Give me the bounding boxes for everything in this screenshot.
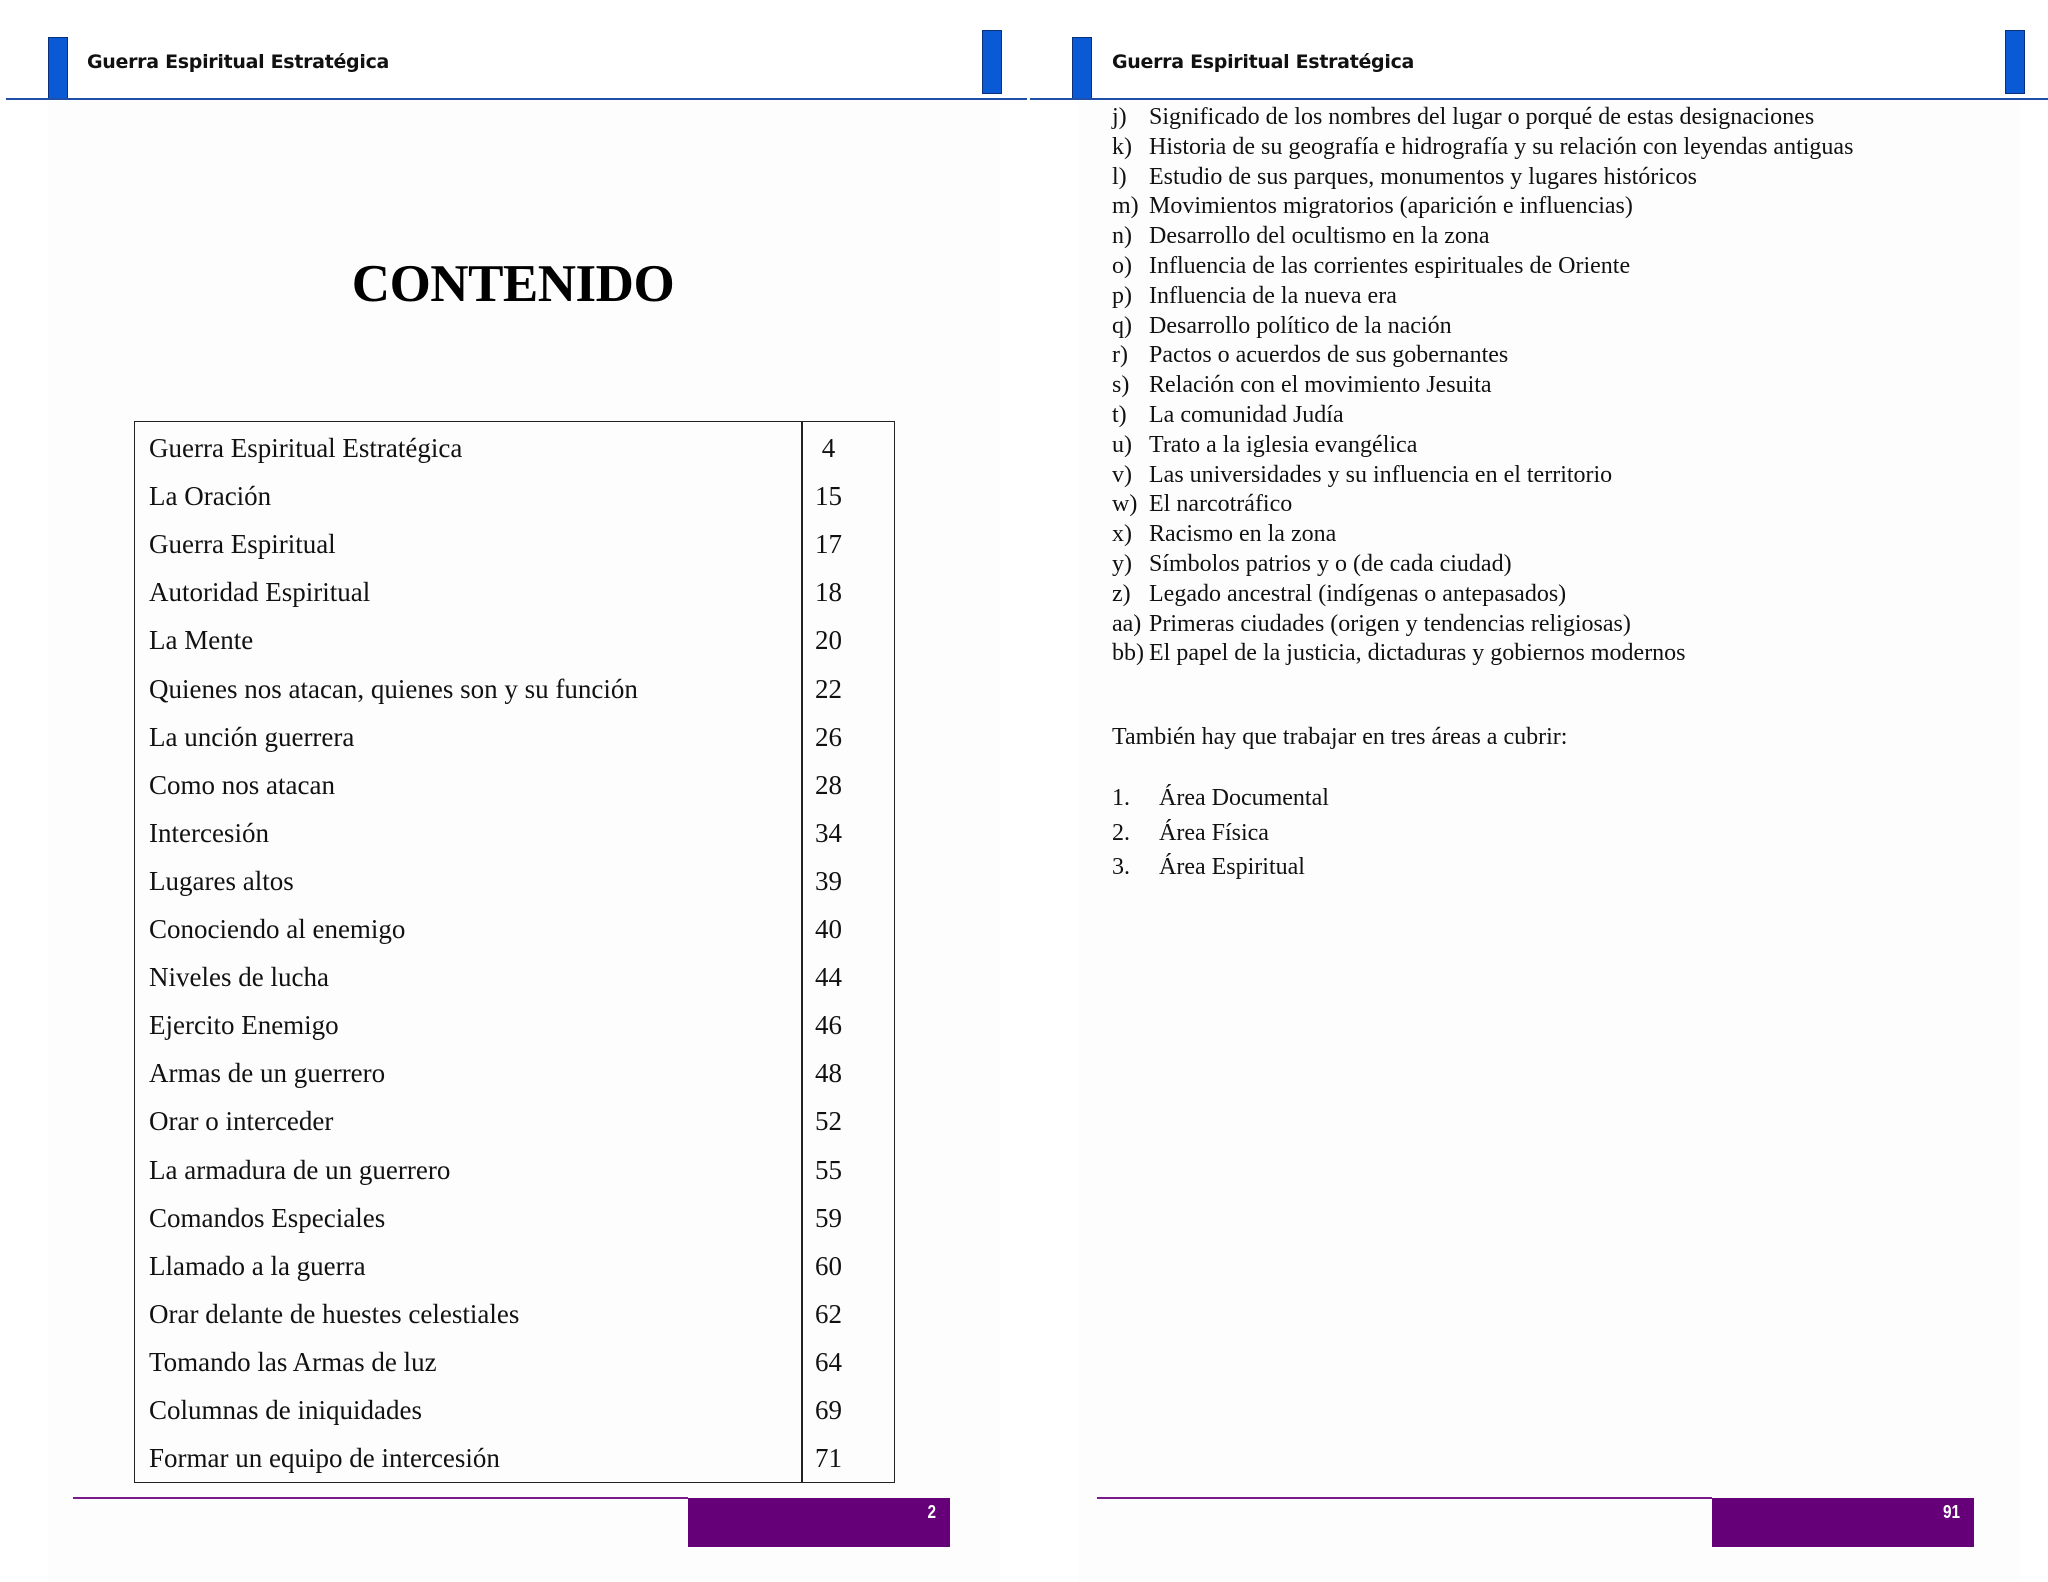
list-marker: 3. bbox=[1112, 854, 1130, 880]
toc-row bbox=[135, 815, 894, 863]
list-marker: u) bbox=[1112, 431, 1132, 458]
toc-row bbox=[135, 767, 894, 815]
toc-entry-title: La Mente bbox=[149, 625, 254, 656]
list-item-text: Desarrollo político de la nación bbox=[1149, 312, 1452, 339]
toc-row bbox=[135, 526, 894, 574]
page-number: 2 bbox=[927, 1502, 936, 1522]
list-marker: t) bbox=[1112, 401, 1127, 428]
footer-rule bbox=[1097, 1497, 1712, 1499]
toc-row bbox=[135, 863, 894, 911]
list-item-text: Trato a la iglesia evangélica bbox=[1149, 431, 1418, 458]
list-marker: o) bbox=[1112, 252, 1132, 279]
toc-row bbox=[135, 1152, 894, 1200]
toc-entry-page: 17 bbox=[815, 529, 842, 560]
toc-entry-page: 52 bbox=[815, 1106, 842, 1137]
list-marker: w) bbox=[1112, 491, 1138, 518]
toc-entry-title: La armadura de un guerrero bbox=[149, 1154, 451, 1185]
toc-entry-page: 15 bbox=[815, 481, 842, 512]
toc-entry-page: 22 bbox=[815, 673, 842, 704]
toc-row bbox=[135, 911, 894, 959]
toc-entry-page: 26 bbox=[815, 721, 842, 752]
running-header-title: Guerra Espiritual Estratégica bbox=[87, 51, 390, 73]
list-marker: m) bbox=[1112, 193, 1139, 220]
list-item-text: La comunidad Judía bbox=[1149, 401, 1344, 428]
toc-entry-title: Autoridad Espiritual bbox=[149, 577, 371, 608]
toc-row bbox=[135, 1344, 894, 1392]
list-item-text: Primeras ciudades (origen y tendencias religiosas) bbox=[1149, 610, 1631, 637]
list-marker: r) bbox=[1112, 342, 1128, 369]
toc-entry-title: Ejercito Enemigo bbox=[149, 1010, 339, 1041]
toc-row bbox=[135, 1440, 894, 1488]
toc-entry-page: 48 bbox=[815, 1058, 842, 1089]
toc-entry-title: Conociendo al enemigo bbox=[149, 914, 406, 944]
toc-entry-page: 60 bbox=[815, 1250, 842, 1281]
toc-entry-page: 69 bbox=[815, 1395, 842, 1425]
running-header-title: Guerra Espiritual Estratégica bbox=[1112, 51, 1415, 73]
list-item-text: Estudio de sus parques, monumentos y lugares históricos bbox=[1149, 163, 1697, 190]
list-item-text: El papel de la justicia, dictaduras y gobiernos modernos bbox=[1149, 640, 1686, 667]
toc-entry-page: 71 bbox=[815, 1443, 842, 1474]
toc-row bbox=[135, 1200, 894, 1248]
list-item-text: Historia de su geografía e hidrografía y su relación con leyendas antiguas bbox=[1149, 133, 1854, 160]
page-number: 91 bbox=[1942, 1502, 1960, 1522]
list-item-text: Área Espiritual bbox=[1159, 854, 1305, 880]
toc-entry-title: La unción guerrera bbox=[149, 721, 355, 752]
toc-entry-title: Orar delante de huestes celestiales bbox=[149, 1298, 520, 1329]
list-item-text: El narcotráfico bbox=[1149, 491, 1293, 518]
toc-entry-title: Guerra Espiritual bbox=[149, 529, 336, 560]
list-marker: bb) bbox=[1112, 640, 1144, 667]
header-left-bar-decoration bbox=[48, 37, 68, 100]
toc-row bbox=[135, 1007, 894, 1055]
list-marker: q) bbox=[1112, 312, 1132, 339]
toc-entry-title: Guerra Espiritual Estratégica bbox=[149, 433, 463, 463]
footer-page-number-box bbox=[688, 1498, 950, 1547]
toc-row bbox=[135, 1392, 894, 1440]
toc-entry-title: Tomando las Armas de luz bbox=[149, 1346, 437, 1377]
header-right-bar-decoration bbox=[982, 30, 1002, 94]
toc-entry-title: La Oración bbox=[149, 481, 272, 512]
list-item-text: Pactos o acuerdos de sus gobernantes bbox=[1149, 342, 1509, 369]
list-item-text: Significado de los nombres del lugar o porqué de estas designaciones bbox=[1149, 104, 1815, 130]
list-marker: j) bbox=[1112, 104, 1127, 130]
table-of-contents bbox=[134, 421, 895, 1483]
list-marker: aa) bbox=[1112, 610, 1142, 637]
list-item-text: Símbolos patrios y o (de cada ciudad) bbox=[1149, 550, 1512, 577]
list-marker: 1. bbox=[1112, 785, 1130, 811]
list-marker: p) bbox=[1112, 282, 1132, 309]
list-marker: z) bbox=[1112, 580, 1131, 607]
toc-row bbox=[135, 959, 894, 1007]
header-rule bbox=[1030, 98, 2048, 100]
toc-entry-page: 20 bbox=[815, 625, 842, 656]
toc-entry-page: 40 bbox=[815, 914, 842, 944]
footer-rule bbox=[73, 1497, 688, 1499]
list-marker: n) bbox=[1112, 223, 1132, 250]
toc-entry-title: Lugares altos bbox=[149, 865, 294, 896]
toc-entry-page: 18 bbox=[815, 577, 842, 608]
list-marker: v) bbox=[1112, 461, 1132, 488]
list-item-text: Relación con el movimiento Jesuita bbox=[1149, 372, 1492, 399]
toc-row bbox=[135, 1248, 894, 1296]
list-marker: s) bbox=[1112, 372, 1130, 399]
toc-entry-title: Como nos atacan bbox=[149, 769, 335, 800]
toc-entry-page: 44 bbox=[815, 962, 842, 993]
toc-row bbox=[135, 719, 894, 767]
footer-page-number-box bbox=[1712, 1498, 1974, 1547]
toc-entry-title: Orar o interceder bbox=[149, 1106, 334, 1137]
toc-entry-page: 39 bbox=[815, 865, 842, 896]
toc-entry-title: Niveles de lucha bbox=[149, 962, 329, 993]
list-marker: l) bbox=[1112, 163, 1127, 190]
toc-entry-page: 46 bbox=[815, 1010, 842, 1041]
header-left-bar-decoration bbox=[1072, 37, 1092, 100]
toc-entry-title: Intercesión bbox=[149, 817, 269, 848]
header-rule bbox=[6, 98, 1027, 100]
list-marker: k) bbox=[1112, 133, 1132, 160]
page-title: CONTENIDO bbox=[351, 255, 675, 313]
toc-row bbox=[135, 671, 894, 719]
toc-entry-title: Comandos Especiales bbox=[149, 1202, 386, 1233]
toc-entry-page: 4 bbox=[815, 433, 836, 463]
list-item-text: Las universidades y su influencia en el territorio bbox=[1149, 461, 1613, 488]
toc-row bbox=[135, 1103, 894, 1151]
toc-row bbox=[135, 1296, 894, 1344]
list-item-text: Racismo en la zona bbox=[1149, 521, 1337, 548]
list-item-text: Legado ancestral (indígenas o antepasados) bbox=[1149, 580, 1567, 607]
list-item-text: Desarrollo del ocultismo en la zona bbox=[1149, 223, 1490, 250]
toc-row bbox=[135, 478, 894, 526]
toc-entry-title: Llamado a la guerra bbox=[149, 1250, 366, 1281]
right-page bbox=[1030, 0, 2048, 1582]
toc-entry-page: 34 bbox=[815, 817, 842, 848]
toc-entry-title: Quienes nos atacan, quienes son y su función bbox=[149, 673, 638, 704]
list-marker: 2. bbox=[1112, 819, 1130, 846]
toc-entry-page: 62 bbox=[815, 1298, 842, 1329]
toc-entry-page: 55 bbox=[815, 1154, 842, 1185]
list-item-text: Movimientos migratorios (aparición e influencias) bbox=[1149, 193, 1633, 220]
toc-row bbox=[135, 1055, 894, 1103]
list-item-text: Área Documental bbox=[1159, 785, 1329, 811]
toc-row bbox=[135, 430, 894, 478]
list-item-text: Influencia de la nueva era bbox=[1149, 282, 1397, 309]
toc-entry-title: Formar un equipo de intercesión bbox=[149, 1443, 500, 1474]
list-item-text: Área Física bbox=[1159, 819, 1269, 846]
toc-entry-page: 28 bbox=[815, 769, 842, 800]
toc-entry-page: 64 bbox=[815, 1346, 842, 1377]
toc-row bbox=[135, 622, 894, 670]
header-right-bar-decoration bbox=[2005, 30, 2025, 94]
toc-entry-page: 59 bbox=[815, 1202, 842, 1233]
toc-entry-title: Armas de un guerrero bbox=[149, 1058, 386, 1089]
paragraph: También hay que trabajar en tres áreas a cubrir: bbox=[1112, 724, 1568, 750]
list-marker: x) bbox=[1112, 521, 1132, 548]
list-item-text: Influencia de las corrientes espirituales de Oriente bbox=[1149, 252, 1631, 279]
list-marker: y) bbox=[1112, 550, 1132, 577]
toc-row bbox=[135, 574, 894, 622]
toc-entry-title: Columnas de iniquidades bbox=[149, 1395, 422, 1425]
